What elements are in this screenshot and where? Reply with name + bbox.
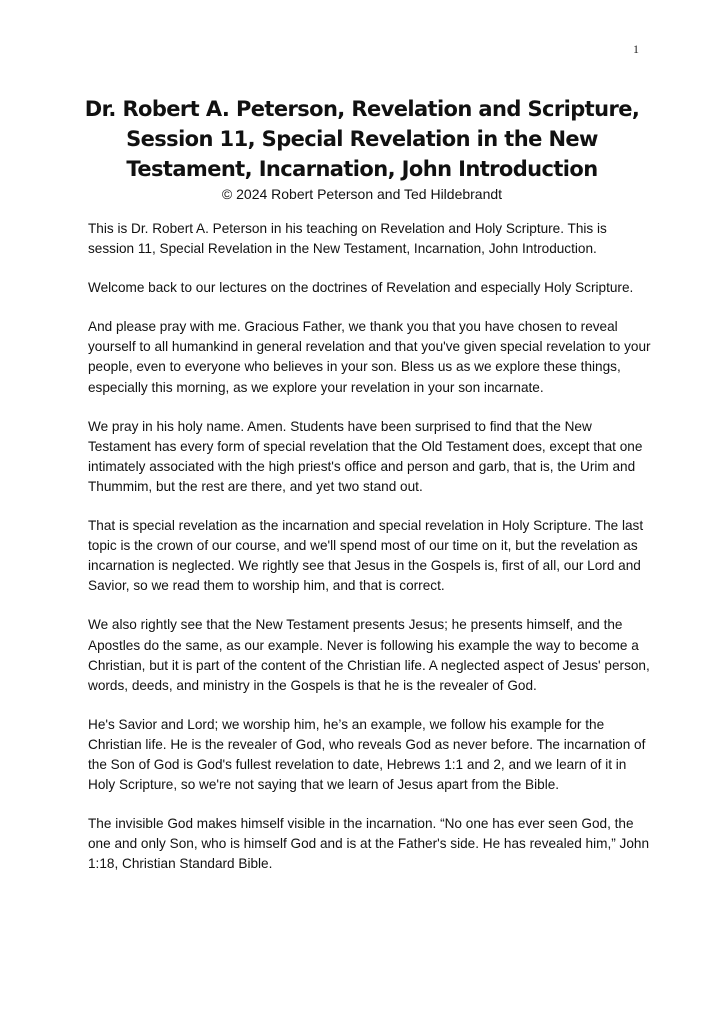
title-block (80, 94, 644, 204)
paragraph: Welcome back to our lectures on the doctrines of Revelation and especially Holy Scripture. (88, 280, 634, 296)
paragraph: The invisible God makes himself visible in the incarnation. “No one has ever seen God, the one and only Son, who is himself God and is at the Father's side. He has revealed him,” John 1:18, Christian Standard Bible. (88, 816, 650, 872)
paragraph: This is Dr. Robert A. Peterson in his teaching on Revelation and Holy Scripture. This is session 11, Special Revelation in the New Testament, Incarnation, John Introduction. (88, 221, 607, 257)
paragraph: We also rightly see that the New Testament presents Jesus; he presents himself, and the Apostles do the same, as our example. Never is following his example the way to become a Christian, but it is part of the content of the Christian life. A neglected aspect of Jesus' person, words, deeds, and ministry in the Gospels is that he is the revealer of God. (88, 617, 650, 693)
paragraph: That is special revelation as the incarnation and special revelation in Holy Scripture. The last topic is the crown of our course, and we'll spend most of our time on it, but the revelation as incarnation is neglected. We rightly see that Jesus in the Gospels is, first of all, our Lord and Savior, so we read them to worship him, and that is correct. (88, 518, 644, 594)
document-title: Dr. Robert A. Peterson, Revelation and Scripture, Session 11, Special Revelation in the New Testament, Incarnation, John Introduction (84, 97, 640, 181)
paragraph: He's Savior and Lord; we worship him, he’s an example, we follow his example for the Christian life. He is the revealer of God, who reveals God as never before. The incarnation of the Son of God is God's fullest revelation to date, Hebrews 1:1 and 2, and we learn of it in Holy Scripture, so we're not saying that we learn of Jesus apart from the Bible. (88, 716, 646, 793)
page-number: 1 (633, 42, 639, 56)
copyright-line: © 2024 Robert Peterson and Ted Hildebrandt (221, 186, 503, 202)
paragraph: And please pray with me. Gracious Father, we thank you that you have chosen to reveal yourself to all humankind in general revelation and that you've given special revelation to your people, even to everyone who believes in your son. Bless us as we explore these things, especially this morning, as we explore your revelation in your son incarnate. (88, 319, 651, 395)
body-text (88, 219, 656, 893)
paragraph: We pray in his holy name. Amen. Students have been surprised to find that the New Testament has every form of special revelation that the Old Testament does, except that one intimately associated with the high priest's office and person and garb, that is, the Urim and Thummim, but the rest are there, and yet two stand out. (88, 418, 643, 494)
